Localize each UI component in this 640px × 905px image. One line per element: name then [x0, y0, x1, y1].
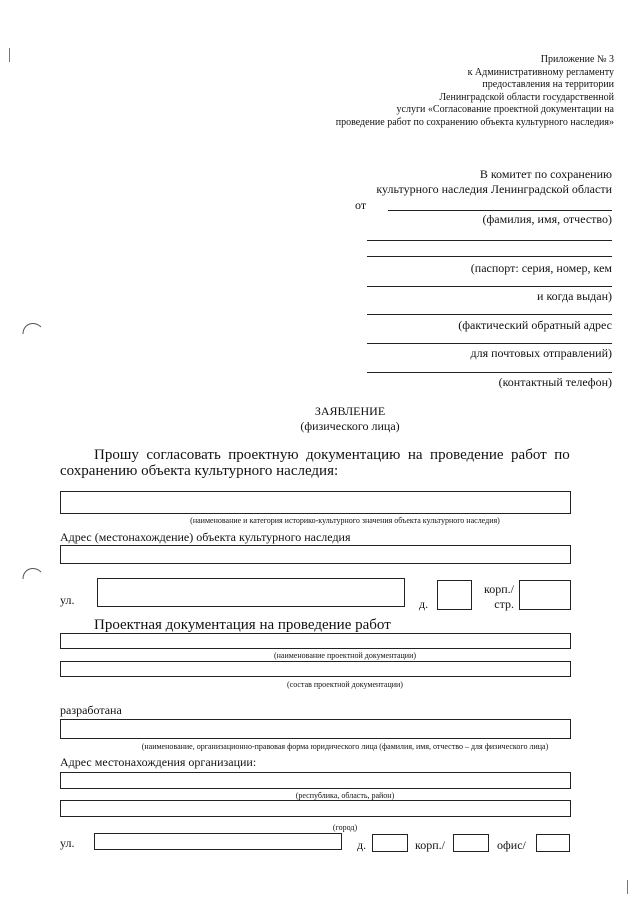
developer-label: разработана	[60, 703, 122, 717]
object-address-label: Адрес (местонахождение) объекта культурного наследия	[60, 530, 351, 544]
punch-hole-mark-lower	[20, 563, 44, 583]
street-label: ул.	[60, 593, 75, 607]
applicant-name-line[interactable]	[388, 210, 612, 211]
caption-developer: (наименование, организационно-правовая форма юридического лица (фамилия, имя, отчество – для физического лица)	[141, 742, 549, 751]
addressee-line-2: культурного наследия Ленинградской области	[376, 182, 612, 196]
organization-house-field[interactable]	[372, 834, 408, 852]
organization-building-field[interactable]	[453, 834, 489, 852]
building-label-2: стр.	[494, 597, 514, 611]
house-label: д.	[419, 597, 429, 611]
document-subtitle: (физического лица)	[300, 419, 400, 433]
caption-address-1: (фактический обратный адрес	[458, 318, 612, 332]
request-line-1: Прошу согласовать проектную документацию на проведение работ по	[94, 447, 570, 463]
scan-edge-mark-bottom	[627, 880, 628, 894]
from-label: от	[355, 198, 367, 212]
annex-line: к Административному регламенту	[467, 66, 614, 78]
address-line-2[interactable]	[367, 343, 612, 344]
org-street-label: ул.	[60, 836, 75, 850]
caption-region: (республика, область, район)	[295, 791, 395, 800]
request-line-2: сохранению объекта культурного наследия:	[60, 463, 339, 479]
caption-object-name: (наименование и категория историко-культурного значения объекта культурного наследия)	[190, 516, 500, 525]
caption-project-composition: (состав проектной документации)	[287, 680, 403, 689]
organization-city-field[interactable]	[60, 800, 571, 817]
organization-address-label: Адрес местонахождения организации:	[60, 755, 257, 769]
annex-line: предоставления на территории	[482, 79, 614, 91]
object-address-field[interactable]	[60, 545, 571, 564]
project-composition-field[interactable]	[60, 661, 571, 677]
annex-block	[214, 54, 614, 130]
applicant-extra-line[interactable]	[367, 240, 612, 241]
organization-office-field[interactable]	[536, 834, 570, 852]
caption-passport-2: и когда выдан)	[537, 289, 612, 303]
developer-field[interactable]	[60, 719, 571, 739]
annex-line: услуги «Согласование проектной документации на	[396, 104, 614, 116]
passport-line-1[interactable]	[367, 256, 612, 257]
scan-edge-mark-top	[9, 48, 10, 62]
addressee-line-1: В комитет по сохранению	[479, 167, 612, 181]
caption-project-name: (наименование проектной документации)	[273, 651, 417, 660]
annex-line: Приложение № 3	[540, 54, 614, 65]
organization-region-field[interactable]	[60, 772, 571, 789]
caption-full-name: (фамилия, имя, отчество)	[482, 212, 612, 226]
passport-line-2[interactable]	[367, 286, 612, 287]
object-building-field[interactable]	[519, 580, 571, 610]
caption-address-2: для почтовых отправлений)	[470, 346, 612, 360]
building-label-1: корп./	[484, 582, 514, 596]
document-title: ЗАЯВЛЕНИЕ	[314, 404, 386, 418]
address-line-1[interactable]	[367, 314, 612, 315]
phone-line[interactable]	[367, 372, 612, 373]
org-house-label: д.	[357, 838, 367, 852]
organization-street-field[interactable]	[94, 833, 342, 850]
annex-line: Ленинградской области государственной	[439, 91, 614, 103]
punch-hole-mark-upper	[20, 318, 44, 338]
caption-phone: (контактный телефон)	[498, 375, 612, 389]
caption-city: (город)	[332, 823, 358, 832]
caption-passport-1: (паспорт: серия, номер, кем	[470, 261, 612, 275]
annex-line: проведение работ по сохранению объекта культурного наследия»	[335, 116, 614, 128]
object-house-field[interactable]	[437, 580, 472, 610]
object-street-field[interactable]	[97, 578, 405, 607]
org-building-label: корп./	[415, 838, 445, 852]
project-name-field[interactable]	[60, 633, 571, 649]
object-name-field[interactable]	[60, 491, 571, 514]
org-office-label: офис/	[497, 838, 526, 852]
project-label: Проектная документация на проведение работ	[94, 617, 391, 633]
